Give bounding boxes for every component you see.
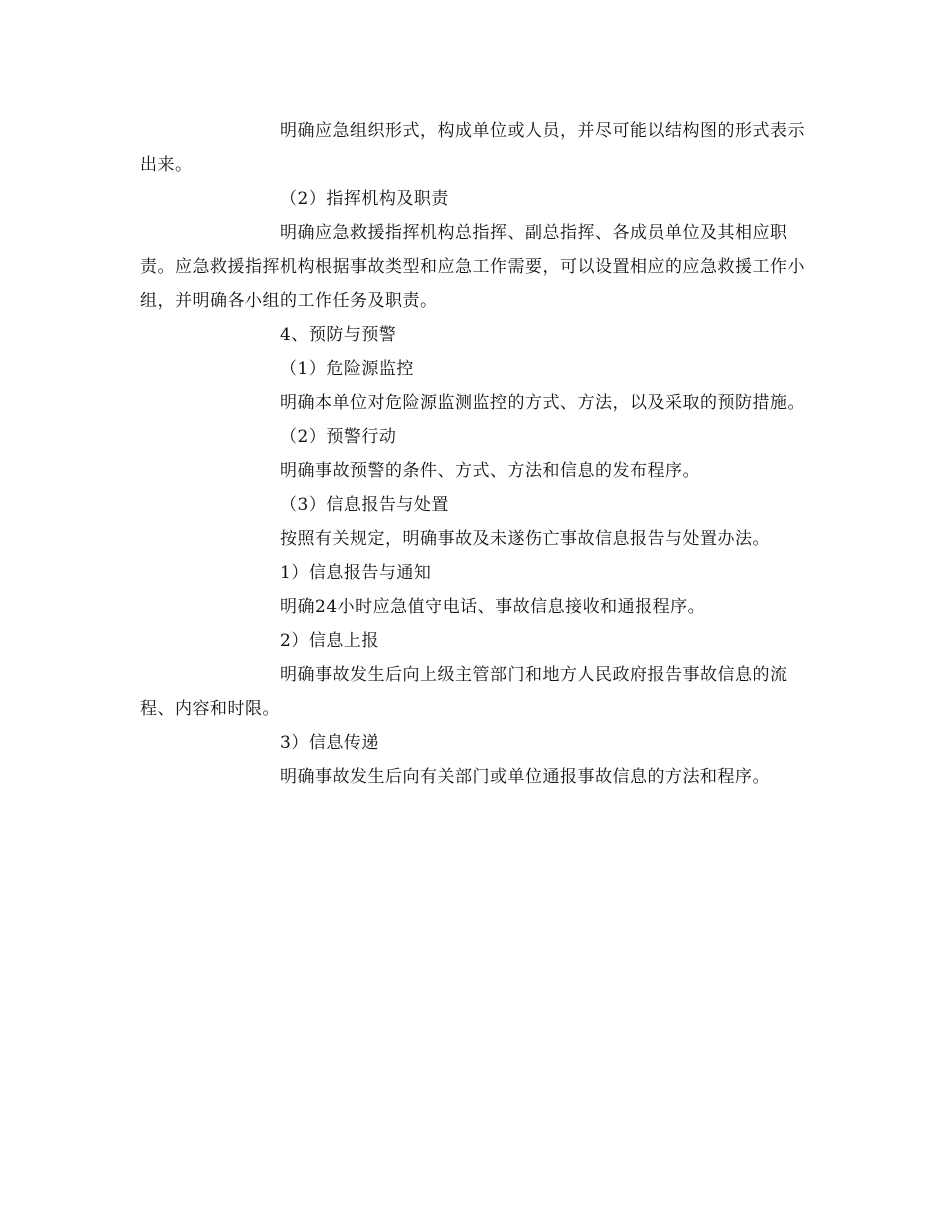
- paragraph-hazard-monitoring: 明确本单位对危险源监测监控的方式、方法，以及采取的预防措施。: [280, 393, 805, 413]
- subheading-info-submission: 2）信息上报: [280, 631, 379, 651]
- paragraph-info-transfer: 明确事故发生后向有关部门或单位通报事故信息的方法和程序。: [280, 767, 770, 787]
- paragraph-command-duties: 明确应急救援指挥机构总指挥、副总指挥、各成员单位及其相应职责。应急救援指挥机构根据事故类型和应急工作需要，可以设置相应的应急救援工作小组，并明确各小组的工作任务及职责。: [140, 223, 805, 311]
- document-body: [140, 114, 812, 794]
- paragraph-info-submission: 明确事故发生后向上级主管部门和地方人民政府报告事故信息的流程、内容和时限。: [140, 665, 788, 719]
- subheading-report-notice: 1）信息报告与通知: [280, 563, 432, 583]
- heading-command-structure: （2）指挥机构及职责: [280, 189, 449, 209]
- heading-info-report: （3）信息报告与处置: [280, 495, 449, 515]
- heading-hazard-monitoring: （1）危险源监控: [280, 359, 414, 379]
- paragraph-organization-form: 明确应急组织形式，构成单位或人员，并尽可能以结构图的形式表示出来。: [140, 121, 805, 175]
- subheading-info-transfer: 3）信息传递: [280, 733, 379, 753]
- heading-warning-action: （2）预警行动: [280, 427, 397, 447]
- paragraph-report-notice: 明确24小时应急值守电话、事故信息接收和通报程序。: [280, 597, 706, 617]
- paragraph-warning-action: 明确事故预警的条件、方式、方法和信息的发布程序。: [280, 461, 700, 481]
- section-heading-prevention: 4、预防与预警: [280, 325, 397, 345]
- paragraph-info-report: 按照有关规定，明确事故及未遂伤亡事故信息报告与处置办法。: [280, 529, 770, 549]
